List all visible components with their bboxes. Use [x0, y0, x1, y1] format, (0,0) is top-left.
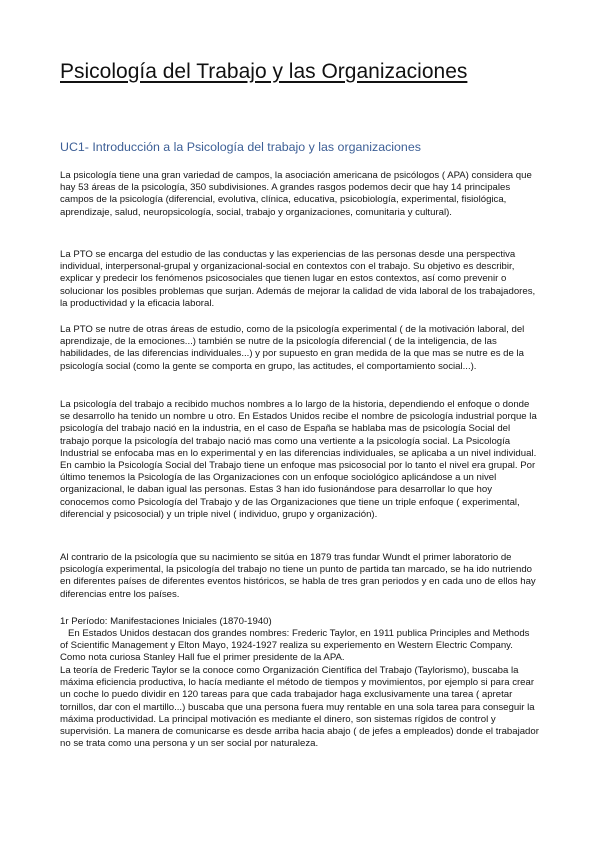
period-heading: 1r Período: Manifestaciones Iniciales (1870-1940): [60, 616, 272, 627]
section-heading: UC1- Introducción a la Psicología del trabajo y las organizaciones: [60, 140, 421, 154]
paragraph-us-figures: En Estados Unidos destacan dos grandes nombres: Frederic Taylor, en 1911 publica Principles and Methods of Scientific Management y Elton Mayo, 1924-1927 realiza su experiemento en Western Electric Company. Como nota curiosa Stanley Hall fue el primer presidente de la APA.: [60, 628, 530, 664]
paragraph-psychology-fields: La psicología tiene una gran variedad de campos, la asociación americana de psicólogos ( APA) considera que hay 53 áreas de la psicología, 350 subdivisiones. A grandes rasgos podemos decir que hay 14 principales campos de la psicología (diferencial, evolutiva, clínica, educativa, psicobiología, experimental, fisiológica, aprendizaje, salud, neuropsicología, social, trabajo y organizaciones, comunitaria y cultural).: [60, 170, 532, 218]
paragraph-pto-history-names: La psicología del trabajo a recibido muchos nombres a lo largo de la historia, dependiendo el enfoque o donde se desarrollo ha tenido un nombre u otro. En Estados Unidos recibe el nombre de psicología industrial porque la psicología del trabajo nació en la industria, en el caso de España se hablaba mas de psicología Social del trabajo porque la psicología del trabajo nació mas como una vertiente a la psicología social. La Psicología Industrial se enfocaba mas en lo experimental y en las diferencias individuales, se aplicaba a un nivel individual. En cambio la Psicología Social del Trabajo tiene un enfoque mas psicosocial por lo tanto el nivel era grupal. Por último tenemos la Psicología de las Organizaciones con un enfoque sociológico aplicándose a un nivel organizacional, le daban igual las personas. Estas 3 han ido fusionándose para desarrollar lo que hoy conocemos como Psicología del Trabajo y de las Organizaciones que tiene un triple enfoque ( experimental, diferencial y psicosocial) y un triple nivel ( individuo, grupo y organización).: [60, 399, 537, 520]
paragraph-pto-origins: Al contrario de la psicología que su nacimiento se sitúa en 1879 tras fundar Wundt el primer laboratorio de psicología experimental, la psicología del trabajo no tiene un punto de partida tan marcado, se ha ido nutriendo en diferentes países de diferentes eventos históricos, se habla de tres gran periodos y en cada uno de ellos hay diferencias entre los países.: [60, 552, 536, 600]
paragraph-taylor-theory: La teoría de Frederic Taylor se la conoce como Organización Científica del Trabajo (Taylorismo), buscaba la máxima eficiencia productiva, lo hacía mediante el método de tiempos y movimientos, por ejemplo si para crear un coche lo puedo dividir en 120 tareas para que cada trabajador haga exclusivamente una tarea ( apretar tornillos, dar con el martillo...) buscaba que una persona fuera muy rentable en una sola tarea para conseguir la máxima productividad. La principal motivación es mediante el dinero, son sistemas rígidos de control y supervisión. La manera de comunicarse es desde arriba hacia abajo ( de jefes a empleados) donde el trabajador no se trata como una persona y un ser social por naturaleza.: [60, 665, 539, 750]
document-title: Psicología del Trabajo y las Organizaciones: [60, 60, 468, 83]
paragraph-pto-sources: La PTO se nutre de otras áreas de estudio, como de la psicología experimental ( de la motivación laboral, del aprendizaje, de la emociones...) también se nutre de la psicología diferencial ( de la inteligencia, de las habilidades, de las diferencias individuales...) y por supuesto en gran medida de la que mas se nutre es de la psicología social (como la gente se comporta en grupo, las actitudes, el comportamiento social...).: [60, 324, 525, 372]
paragraph-pto-definition: La PTO se encarga del estudio de las conductas y las experiencias de las personas desde una perspectiva individual, interpersonal-grupal y organizacional-social en contextos con el trabajo. Su objetivo es describir, explicar y predecir los fenómenos psicosociales que tienen lugar en estos contextos, así como prevenir o solucionar los posibles problemas que surjan. Además de mejorar la calidad de vida laboral de los trabajadores, la productividad y la eficacia laboral.: [60, 249, 536, 309]
